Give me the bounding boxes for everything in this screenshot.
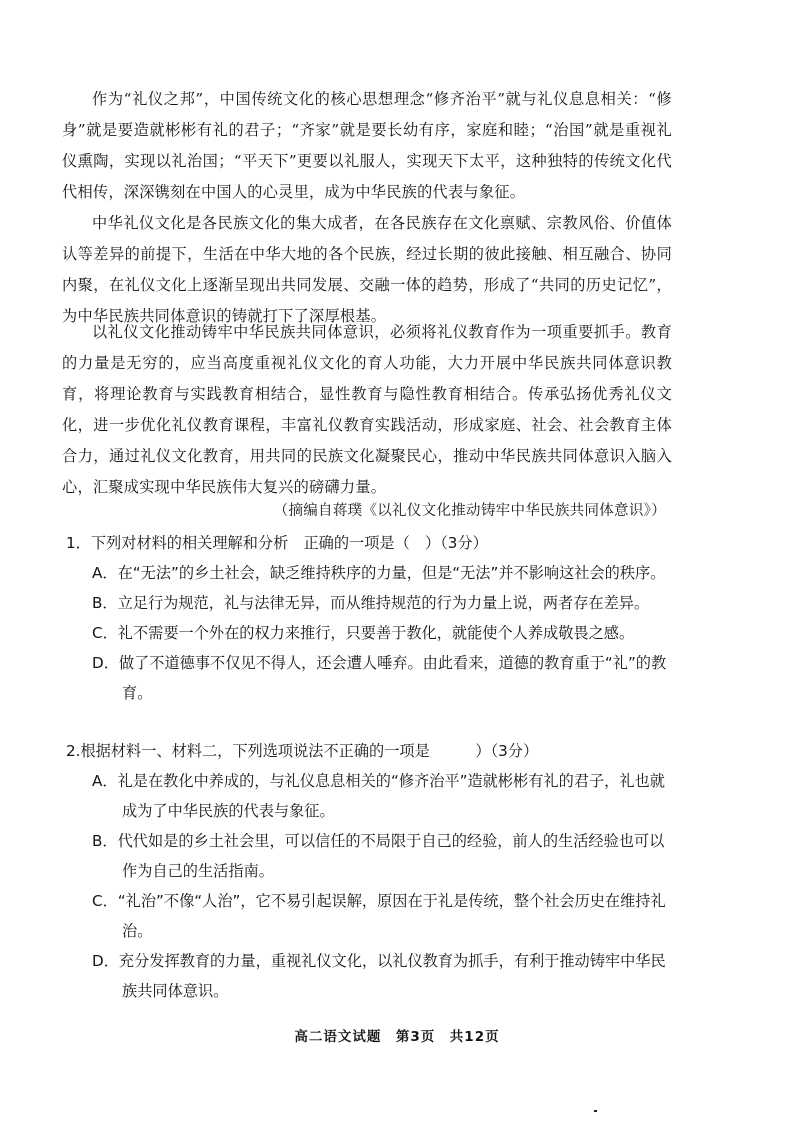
question-2-option-c: C．“礼治”不像“人治”，它不易引起误解，原因在于礼是传统，整个社会历史在维持礼治。 [92,892,666,940]
page-footer: 高二语文试题 第3页 共12页 [294,1029,500,1045]
question-1-option-d: D．做了不道德事不仅见不得人，还会遭人唾弃。由此看来，道德的教育重于“礼”的教育。 [92,654,667,702]
question-2-stem: 2.根据材料一、材料二，下列选项说法不正确的一项是 ）（3分） [66,742,539,760]
question-1 [66,528,676,708]
question-1-option-b: B．立足行为规范，礼与法律无异，而从维持规范的行为力量上说，两者存在差异。 [92,594,650,612]
question-1-option-a: A．在“无法”的乡土社会，缺乏维持秩序的力量，但是“无法”并不影响这社会的秩序。 [92,564,666,582]
question-2-option-a: A．礼是在教化中养成的，与礼仪息息相关的“修齐治平”造就彬彬有礼的君子，礼也就成为了中华民族的代表与象征。 [92,772,665,820]
question-1-stem: 1．下列对材料的相关理解和分析 正确的一项是（ ）（3分） [66,534,488,552]
scan-speck [594,1110,597,1112]
question-2 [66,736,676,1006]
passage-paragraph-2: 中华礼仪文化是各民族文化的集大成者，在各民族存在文化禀赋、宗教风俗、价值体认等差异的前提下，生活在中华大地的各个民族，经过长期的彼此接触、相互融合、协同内聚，在礼仪文化上逐渐呈现出共同发展、交融一体的趋势，形成了“共同的历史记忆”，为中华民族共同体意识的铸就打下了深厚根基。 [62,214,672,325]
passage-paragraph-1: 作为“礼仪之邦”，中国传统文化的核心思想理念“修齐治平”就与礼仪息息相关：“修身”就是要造就彬彬有礼的君子；“齐家”就是要长幼有序，家庭和睦；“治国”就是重视礼仪熏陶，实现以礼治国；“平天下”更要以礼服人，实现天下太平，这种独特的传统文化代代相传，深深镌刻在中国人的心灵里，成为中华民族的代表与象征。 [62,90,672,201]
passage-source: （摘编自蒋璞《以礼仪文化推动铸牢中华民族共同体意识》） [273,503,666,519]
passage-paragraph-3: 以礼仪文化推动铸牢中华民族共同体意识，必须将礼仪教育作为一项重要抓手。教育的力量是无穷的，应当高度重视礼仪文化的育人功能，大力开展中华民族共同体意识教育，将理论教育与实践教育相结合，显性教育与隐性教育相结合。传承弘扬优秀礼仪文化，进一步优化礼仪教育课程，丰富礼仪教育实践活动，形成家庭、社会、社会教育主体合力，通过礼仪文化教育，用共同的民族文化凝聚民心，推动中华民族共同体意识入脑入心，汇聚成实现中华民族伟大复兴的磅礴力量。 [62,323,672,496]
question-2-option-b: B．代代如是的乡土社会里，可以信任的不局限于自己的经验，前人的生活经验也可以作为自己的生活指南。 [92,832,665,880]
question-1-option-c: C．礼不需要一个外在的权力来推行，只要善于教化，就能使个人养成敬畏之感。 [92,624,635,642]
question-2-option-d: D．充分发挥教育的力量，重视礼仪文化，以礼仪教育为抓手，有利于推动铸牢中华民族共同体意识。 [92,952,666,1000]
